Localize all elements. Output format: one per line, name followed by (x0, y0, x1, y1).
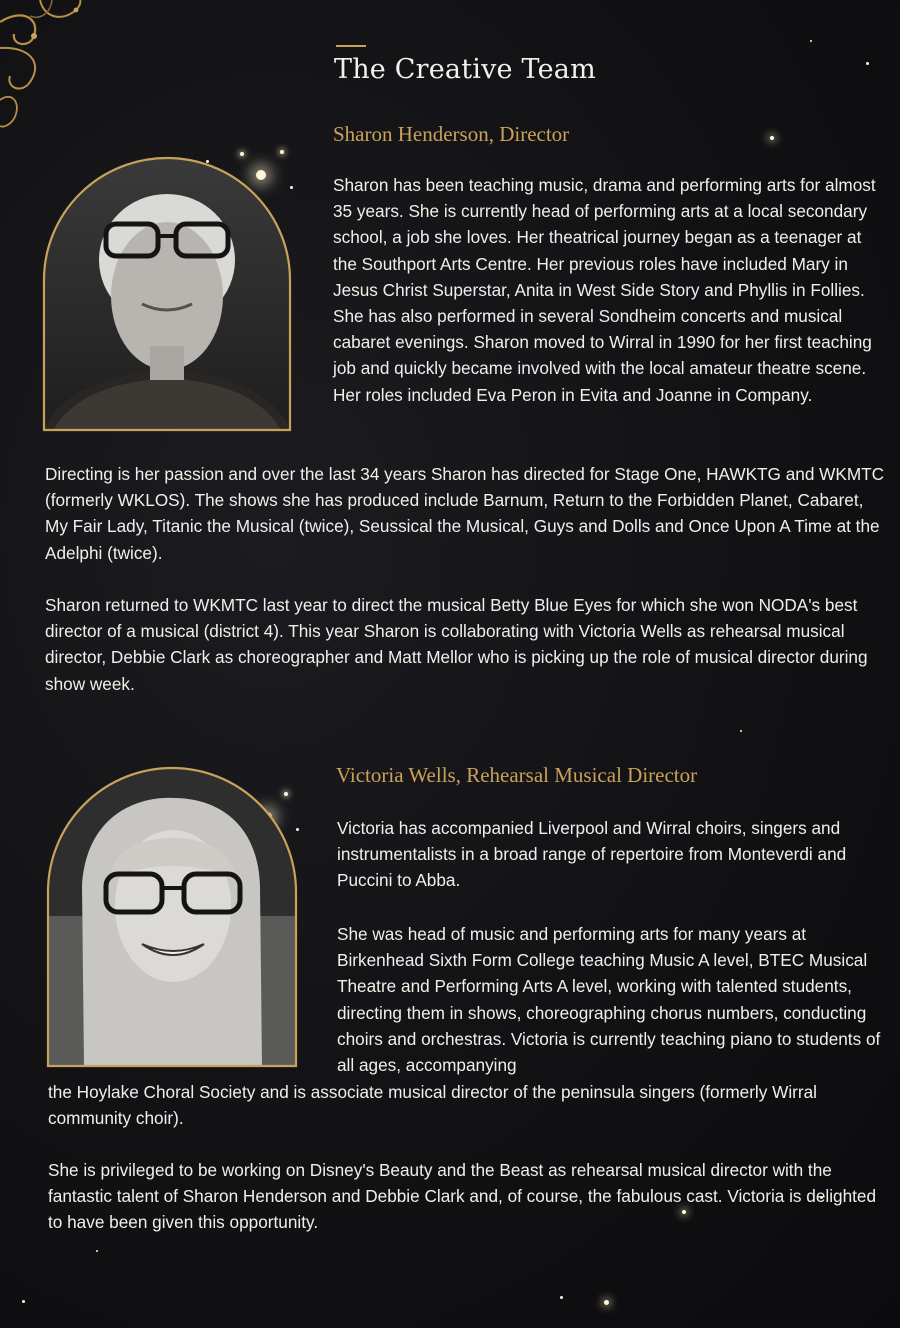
bio-paragraph: She is privileged to be working on Disney's Beauty and the Beast as rehearsal musical director with the fantastic talent of Sharon Henderson and Debbie Clark and, of course, the fabulous cast. Victoria is delighted to have been given this opportunity. (48, 1160, 877, 1233)
sparkle (866, 62, 869, 65)
sparkle (280, 150, 284, 154)
bio-paragraph: the Hoylake Choral Society and is associate musical director of the peninsula singers (formerly Wirral community choir). (48, 1082, 817, 1129)
bio-paragraph: Directing is her passion and over the last 34 years Sharon has directed for Stage One, HAWKTG and WKMTC (formerly WKLOS). The shows she has produced include Barnum, Return to the Forbidden Planet, Cabaret, My Fair Lady, Titanic the Musical (twice), Seussical the Musical, Guys and Dolls and Once Upon A Time at the Adelphi (twice). (45, 464, 885, 563)
portrait-victoria (46, 766, 298, 1068)
sparkle (770, 136, 774, 140)
sparkle (604, 1300, 609, 1305)
sparkle (96, 1250, 98, 1252)
member-name-victoria: Victoria Wells, Rehearsal Musical Director (336, 763, 698, 787)
sparkle (740, 730, 742, 732)
page-title: The Creative Team (334, 54, 596, 85)
bio-paragraph: Sharon returned to WKMTC last year to direct the musical Betty Blue Eyes for which she won NODA's best director of a musical (district 4). This year Sharon is collaborating with Victoria Wells as rehearsal musical director, Debbie Clark as choreographer and Matt Mellor who is picking up the role of musical director during show week. (45, 595, 868, 694)
sparkle (22, 1300, 25, 1303)
member-name-sharon: Sharon Henderson, Director (333, 122, 570, 146)
title-accent-line (336, 45, 366, 47)
sparkle (560, 1296, 563, 1299)
bio-paragraph: Sharon has been teaching music, drama and performing arts for almost 35 years. She is currently head of performing arts at a local secondary school, a job she loves. Her theatrical journey began as a teenager at the Southport Arts Centre. Her previous roles have included Mary in Jesus Christ Superstar, Anita in West Side Story and Phyllis in Follies. She has also performed in several Sondheim concerts and musical cabaret evenings. Sharon moved to Wirral in 1990 for her first teaching job and quickly became involved with the local amateur theatre scene. Her roles included Eva Peron in Evita and Joanne in Company. (333, 175, 876, 405)
bio-paragraph: Victoria has accompanied Liverpool and Wirral choirs, singers and instrumentalists in a broad range of repertoire from Monteverdi and Puccini to Abba. (337, 818, 847, 891)
corner-ornament-icon (0, 0, 110, 130)
bio-paragraph: She was head of music and performing arts for many years at Birkenhead Sixth Form College teaching Music A level, BTEC Musical Theatre and Performing Arts A level, working with talented students, directing them in shows, choreographing chorus numbers, conducting choirs and orchestras. Victoria is currently teaching piano to students of all ages, accompanying (337, 924, 881, 1076)
portrait-sharon (42, 156, 292, 432)
sparkle (810, 40, 812, 42)
